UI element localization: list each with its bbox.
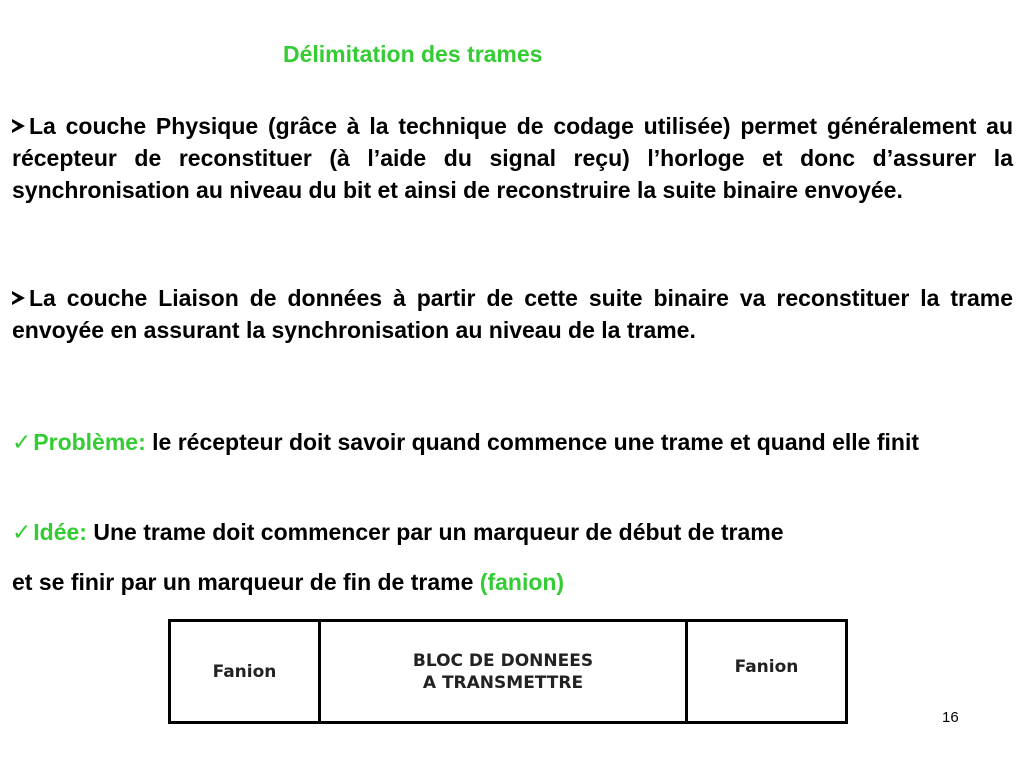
arrow-bullet-icon xyxy=(12,119,25,133)
probleme-text: le récepteur doit savoir quand commence une trame et quand elle finit xyxy=(145,429,920,455)
flag-cell-start xyxy=(171,622,321,721)
idee-continuation xyxy=(12,566,1013,598)
flag-cell-end xyxy=(688,622,845,721)
flag-end-label: Fanion xyxy=(734,656,799,677)
data-block-line2: A TRANSMETTRE xyxy=(422,672,584,693)
paragraph-physique-text: La couche Physique (grâce à la technique de codage utilisée) permet généralement au récepteur de reconstituer (à l’aide du signal reçu) l’horloge et donc d’assurer la synchronisation au niveau du bit et ainsi de reconstruire la suite binaire envoyée. xyxy=(12,113,1013,203)
idee-label: Idée: xyxy=(33,519,87,545)
paragraph-liaison-text: La couche Liaison de données à partir de cette suite binaire va reconstituer la trame envoyée en assurant la synchronisation au niveau de la trame. xyxy=(12,285,1013,343)
idee-text: Une trame doit commencer par un marqueur de début de trame xyxy=(86,519,784,545)
data-block-cell xyxy=(321,622,688,721)
paragraph-physique xyxy=(12,110,1013,206)
fanion-note: (fanion) xyxy=(479,569,565,595)
page-number: 16 xyxy=(942,709,959,726)
check-icon: ✓ xyxy=(12,429,32,455)
paragraph-liaison xyxy=(12,282,1013,346)
data-block-line1: BLOC DE DONNEES xyxy=(412,650,594,671)
probleme-point xyxy=(12,426,1013,458)
check-icon: ✓ xyxy=(12,519,32,545)
arrow-bullet-icon xyxy=(12,291,25,305)
slide-title: Délimitation des trames xyxy=(283,41,543,67)
frame-diagram xyxy=(168,619,848,724)
idee-line2-text: et se finir par un marqueur de fin de trame xyxy=(12,569,480,595)
flag-start-label: Fanion xyxy=(212,661,277,682)
probleme-label: Problème: xyxy=(33,429,146,455)
idee-point xyxy=(12,516,1024,548)
